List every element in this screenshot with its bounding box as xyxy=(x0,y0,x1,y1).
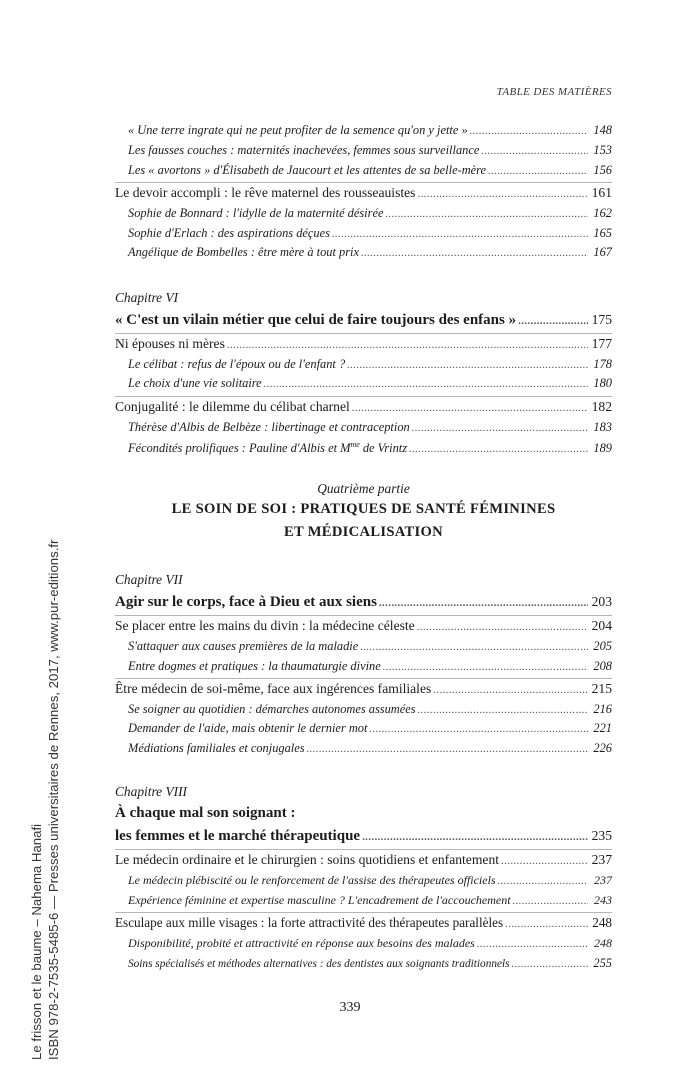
dot-leader xyxy=(379,594,588,611)
entry-page: 243 xyxy=(594,893,612,907)
entry-title: Conjugalité : le dilemme du célibat charnel xyxy=(115,399,350,414)
toc-entry[interactable] xyxy=(115,420,612,435)
dot-leader xyxy=(417,185,588,201)
entry-title: Le médecin ordinaire et le chirurgien : soins quotidiens et enfantement xyxy=(115,852,500,867)
toc-entry[interactable] xyxy=(115,245,612,260)
toc-entry[interactable] xyxy=(115,659,612,674)
entry-page: 226 xyxy=(593,741,612,755)
toc-entry[interactable] xyxy=(115,873,612,888)
entry-title: Les fausses couches : maternités inachevées, femmes sous surveillance xyxy=(128,143,480,157)
divider xyxy=(115,396,612,397)
entry-title: « Une terre ingrate qui ne peut profiter de la semence qu'on y jette » xyxy=(128,123,468,137)
entry-title-superscript: me xyxy=(350,440,360,449)
dot-leader xyxy=(352,399,588,415)
entry-page: 204 xyxy=(591,618,612,633)
dot-leader xyxy=(513,893,588,908)
toc-entry[interactable] xyxy=(115,123,612,138)
toc-entry[interactable] xyxy=(115,440,612,456)
entry-title-part: de Vrintz xyxy=(359,441,408,456)
entry-page: 148 xyxy=(593,123,612,137)
dot-leader xyxy=(418,702,588,717)
divider xyxy=(115,182,612,183)
entry-title-part: Fécondités prolifiques : Pauline d'Albis et M xyxy=(128,441,351,456)
toc-entry[interactable] xyxy=(115,399,612,415)
toc-entry[interactable] xyxy=(115,936,612,951)
dot-leader xyxy=(470,123,588,138)
part-label: Quatrième partie xyxy=(317,481,410,496)
entry-title: Angélique de Bombelles : être mère à tout prix xyxy=(128,245,359,259)
entry-title: Demander de l'aide, mais obtenir le dernier mot xyxy=(128,721,368,735)
entry-title: Médiations familiales et conjugales xyxy=(128,741,305,755)
dot-leader xyxy=(332,226,588,241)
toc-entry[interactable] xyxy=(115,185,612,201)
chapter-title-line1: À chaque mal son soignant : xyxy=(115,805,296,821)
entry-title: Sophie de Bonnard : l'idylle de la maternité désirée xyxy=(128,206,384,220)
entry-page: 156 xyxy=(593,163,612,177)
part-title-line2: ET MÉDICALISATION xyxy=(283,524,444,540)
chapter-title-entry[interactable] xyxy=(115,594,612,611)
dot-leader xyxy=(512,958,588,970)
toc-entry[interactable] xyxy=(115,721,612,736)
toc-entry[interactable] xyxy=(115,376,612,391)
entry-page: 205 xyxy=(593,639,612,653)
entry-page: 208 xyxy=(593,659,612,673)
dot-leader xyxy=(361,245,588,260)
dot-leader xyxy=(433,681,588,697)
divider xyxy=(115,333,612,334)
toc-entry[interactable] xyxy=(115,639,612,654)
entry-page: 255 xyxy=(593,956,612,970)
dot-leader xyxy=(501,852,588,868)
dot-leader xyxy=(412,420,588,435)
dot-leader xyxy=(385,206,588,221)
dot-leader xyxy=(477,936,588,951)
toc-entry[interactable] xyxy=(115,143,612,158)
toc-entry[interactable] xyxy=(115,702,612,717)
entry-page: 167 xyxy=(593,245,612,259)
entry-title: « C'est un vilain métier que celui de faire toujours des enfans » xyxy=(115,312,517,328)
toc-entry[interactable] xyxy=(115,206,612,221)
entry-title: Se placer entre les mains du divin : la médecine céleste xyxy=(115,618,415,633)
toc-entry[interactable] xyxy=(115,852,612,868)
dot-leader xyxy=(505,915,588,931)
entry-title: Agir sur le corps, face à Dieu et aux siens xyxy=(115,594,377,610)
entry-page: 215 xyxy=(591,681,612,696)
entry-page: 178 xyxy=(593,357,612,371)
entry-page: 162 xyxy=(593,206,612,220)
chapter-label: Chapitre VIII xyxy=(115,784,188,799)
entry-title: S'attaquer aux causes premières de la maladie xyxy=(128,639,359,653)
divider xyxy=(115,912,612,913)
toc-entry[interactable] xyxy=(115,163,612,178)
entry-page: 189 xyxy=(593,441,612,456)
divider xyxy=(115,849,612,850)
entry-page: 237 xyxy=(594,873,612,887)
entry-title: Ni épouses ni mères xyxy=(115,336,225,351)
entry-page: 183 xyxy=(593,420,612,434)
entry-page: 248 xyxy=(594,936,612,950)
dot-leader xyxy=(383,659,588,674)
chapter-label: Chapitre VI xyxy=(115,290,179,305)
entry-title: Soins spécialisés et méthodes alternatives : des dentistes aux soignants traditionnels xyxy=(128,958,510,970)
dot-leader xyxy=(307,741,588,756)
entry-page: 165 xyxy=(593,226,612,240)
toc-entry[interactable] xyxy=(115,741,612,756)
toc-entry[interactable] xyxy=(115,956,612,971)
entry-title: les femmes et le marché thérapeutique xyxy=(115,828,361,844)
toc-entry[interactable] xyxy=(115,336,612,352)
entry-title: Entre dogmes et pratiques : la thaumaturgie divine xyxy=(128,659,381,673)
dot-leader xyxy=(362,828,588,845)
entry-title: Le médecin plébiscité ou le renforcement de l'assise des thérapeutes officiels xyxy=(128,873,496,887)
entry-title: Être médecin de soi-même, face aux ingérences familiales xyxy=(115,681,432,696)
entry-title xyxy=(128,440,407,456)
entry-title: Sophie d'Erlach : des aspirations déçues xyxy=(128,226,330,240)
chapter-title-entry[interactable] xyxy=(115,828,612,845)
toc-entry[interactable] xyxy=(115,226,612,241)
entry-title: Thérèse d'Albis de Belbèze : libertinage et contraception xyxy=(128,420,410,434)
entry-title: Le célibat : refus de l'époux ou de l'enfant ? xyxy=(128,357,346,371)
page-number: 339 xyxy=(339,1000,361,1015)
entry-page: 177 xyxy=(591,336,612,351)
dot-leader xyxy=(360,639,588,654)
side-credit-title: Le frisson et le baume – Nahema Hanafi xyxy=(29,823,44,1060)
dot-leader xyxy=(498,873,588,888)
entry-page: 153 xyxy=(593,143,612,157)
entry-title: Le choix d'une vie solitaire xyxy=(128,376,262,390)
dot-leader xyxy=(264,376,588,391)
dot-leader xyxy=(417,618,588,634)
dot-leader xyxy=(409,441,588,456)
entry-title: Esculape aux mille visages : la forte attractivité des thérapeutes parallèles xyxy=(115,915,504,930)
dot-leader xyxy=(227,336,588,352)
entry-title: Le devoir accompli : le rêve maternel des rousseauistes xyxy=(115,185,416,200)
part-title-line1: LE SOIN DE SOI : PRATIQUES DE SANTÉ FÉMININES xyxy=(171,501,556,517)
entry-title: Les « avortons » d'Élisabeth de Jaucourt et les attentes de sa belle-mère xyxy=(128,163,487,177)
entry-page: 235 xyxy=(591,828,612,843)
toc-entry[interactable] xyxy=(115,618,612,634)
entry-page: 216 xyxy=(593,702,612,716)
entry-page: 248 xyxy=(592,915,612,930)
dot-leader xyxy=(481,143,588,158)
entry-page: 175 xyxy=(591,312,612,327)
dot-leader xyxy=(488,163,588,178)
side-credit-isbn: ISBN 978-2-7535-5485-6 — Presses universitaires de Rennes, 2017, www.pur-editions.fr xyxy=(46,539,61,1060)
running-header: TABLE DES MATIÈRES xyxy=(496,86,612,98)
chapter-title-entry[interactable] xyxy=(115,312,612,329)
dot-leader xyxy=(518,312,588,329)
entry-title: Disponibilité, probité et attractivité en réponse aux besoins des malades xyxy=(128,936,475,950)
entry-page: 180 xyxy=(593,376,612,390)
divider xyxy=(115,615,612,616)
entry-title: Se soigner au quotidien : démarches autonomes assumées xyxy=(128,702,416,716)
dot-leader xyxy=(347,357,588,372)
entry-page: 221 xyxy=(593,721,612,735)
dot-leader xyxy=(369,721,588,736)
divider xyxy=(115,678,612,679)
entry-title: Expérience féminine et expertise masculine ? L'encadrement de l'accouchement xyxy=(128,893,511,907)
toc-entry[interactable] xyxy=(115,915,612,931)
entry-page: 161 xyxy=(591,185,612,200)
toc-entry[interactable] xyxy=(115,681,612,697)
side-credit xyxy=(28,500,64,1060)
chapter-label: Chapitre VII xyxy=(115,572,183,587)
toc-entry[interactable] xyxy=(115,893,612,908)
entry-page: 203 xyxy=(591,594,612,609)
toc-entry[interactable] xyxy=(115,357,612,372)
entry-page: 237 xyxy=(591,852,612,867)
entry-page: 182 xyxy=(591,399,612,414)
